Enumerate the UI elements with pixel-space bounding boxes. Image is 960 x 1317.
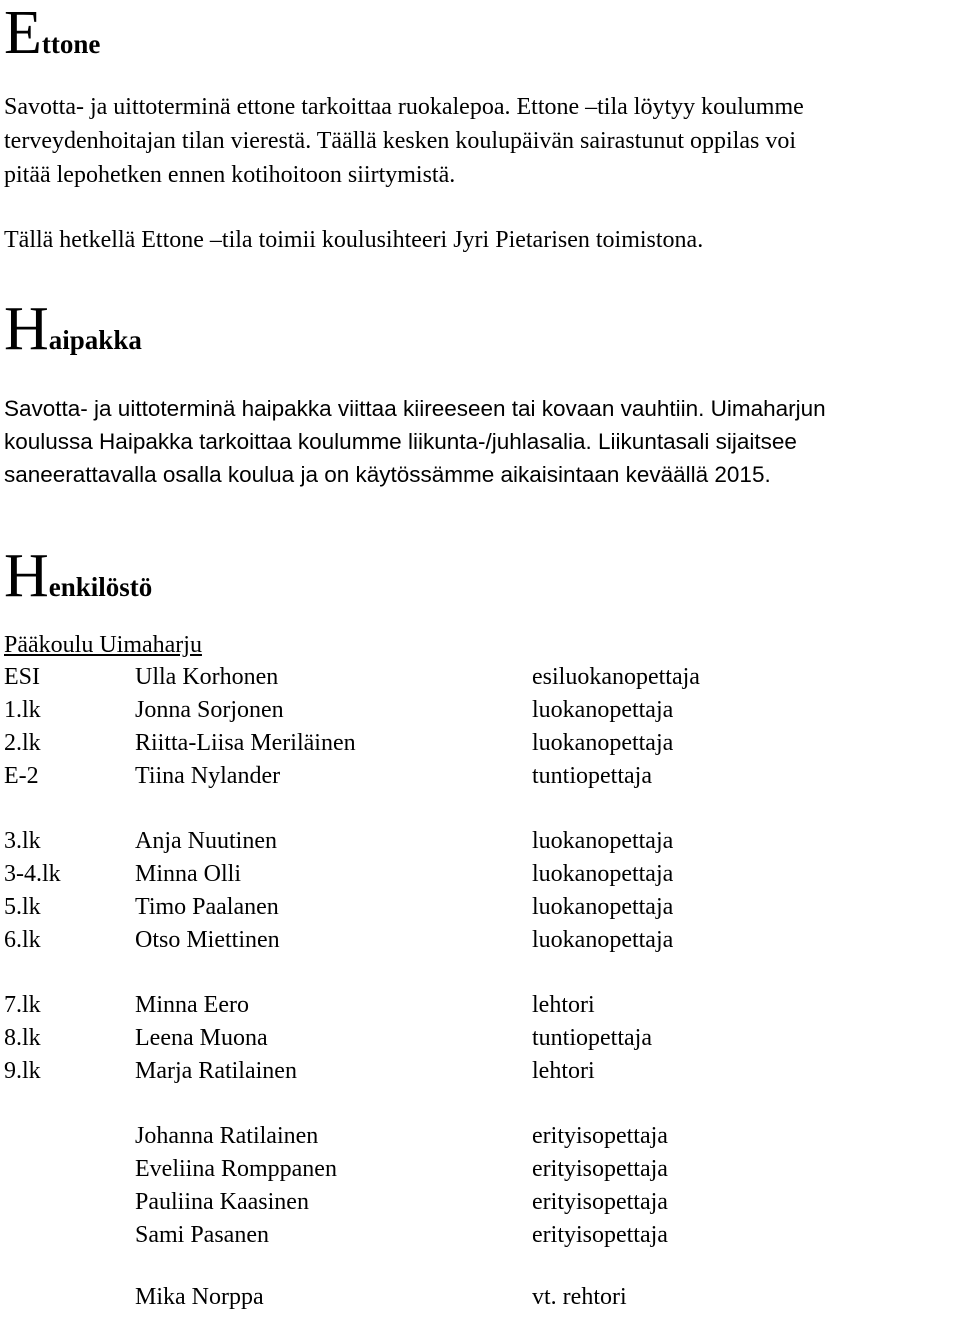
paragraph-line: pitää lepohetken ennen kotihoitoon siirtymistä. [4, 162, 456, 188]
staff-name: Mika Norppa [135, 1284, 264, 1310]
staff-name: Timo Paalanen [135, 894, 279, 920]
staff-name: Tiina Nylander [135, 763, 281, 789]
staff-class: 7.lk [4, 992, 41, 1018]
heading-rest: ttone [41, 29, 101, 59]
paragraph-line: terveydenhoitajan tilan vierestä. Täällä kesken koulupäivän sairastunut oppilas voi [4, 128, 796, 154]
staff-name: Pauliina Kaasinen [135, 1189, 309, 1215]
staff-row [4, 1284, 954, 1317]
staff-name: Riitta-Liisa Meriläinen [135, 730, 356, 756]
ettone-paragraph-2 [4, 223, 960, 257]
staff-row [4, 828, 954, 861]
staff-class: ESI [4, 664, 40, 690]
paragraph-line: Savotta- ja uittoterminä ettone tarkoittaa ruokalepoa. Ettone –tila löytyy koulumme [4, 94, 804, 120]
ettone-paragraph-1 [4, 90, 960, 192]
staff-row [4, 927, 954, 960]
section-heading-ettone [4, 0, 101, 67]
staff-name: Marja Ratilainen [135, 1058, 297, 1084]
staff-row [4, 1156, 954, 1189]
staff-role: erityisopettaja [532, 1156, 668, 1182]
staff-row [4, 1189, 954, 1222]
staff-row [4, 861, 954, 894]
staff-name: Minna Eero [135, 992, 249, 1018]
staff-class: 8.lk [4, 1025, 41, 1051]
haipakka-paragraph [4, 392, 960, 491]
heading-initial: H [4, 295, 49, 363]
staff-class: 5.lk [4, 894, 41, 920]
staff-name: Johanna Ratilainen [135, 1123, 319, 1149]
staff-class: 3-4.lk [4, 861, 61, 887]
staff-name: Leena Muona [135, 1025, 268, 1051]
heading-rest: aipakka [48, 325, 142, 355]
staff-role: luokanopettaja [532, 861, 674, 887]
staff-name: Minna Olli [135, 861, 241, 887]
staff-name: Ulla Korhonen [135, 664, 279, 690]
staff-class: 2.lk [4, 730, 41, 756]
staff-row [4, 1058, 954, 1091]
staff-role: vt. rehtori [532, 1284, 627, 1310]
staff-row [4, 992, 954, 1025]
staff-name: Eveliina Romppanen [135, 1156, 337, 1182]
staff-class: 6.lk [4, 927, 41, 953]
section-heading-haipakka [4, 295, 142, 363]
staff-role: luokanopettaja [532, 828, 674, 854]
staff-row [4, 1123, 954, 1156]
staff-name: Sami Pasanen [135, 1222, 269, 1248]
staff-role: tuntiopettaja [532, 1025, 652, 1051]
staff-role: tuntiopettaja [532, 763, 652, 789]
paragraph-line: koulussa Haipakka tarkoittaa koulumme liikunta-/juhlasalia. Liikuntasali sijaitsee [4, 429, 797, 454]
staff-role: lehtori [532, 1058, 595, 1084]
staff-row [4, 894, 954, 927]
staff-class: E-2 [4, 763, 39, 789]
staff-row [4, 1222, 954, 1255]
staff-name: Anja Nuutinen [135, 828, 277, 854]
staff-class: 1.lk [4, 697, 41, 723]
paragraph-line: saneerattavalla osalla koulua ja on käytössämme aikaisintaan keväällä 2015. [4, 462, 771, 487]
staff-role: erityisopettaja [532, 1123, 668, 1149]
heading-initial: E [4, 0, 42, 67]
staff-class: 3.lk [4, 828, 41, 854]
staff-class: 9.lk [4, 1058, 41, 1084]
staff-role: luokanopettaja [532, 894, 674, 920]
staff-role: luokanopettaja [532, 697, 674, 723]
staff-row [4, 1025, 954, 1058]
staff-row [4, 763, 954, 796]
staff-role: lehtori [532, 992, 595, 1018]
paragraph-line: Tällä hetkellä Ettone –tila toimii koulusihteeri Jyri Pietarisen toimistona. [4, 227, 704, 253]
staff-role: luokanopettaja [532, 927, 674, 953]
staff-role: luokanopettaja [532, 730, 674, 756]
staff-row [4, 664, 954, 697]
staff-role: erityisopettaja [532, 1222, 668, 1248]
heading-initial: H [4, 542, 49, 610]
staff-row [4, 697, 954, 730]
staff-name: Jonna Sorjonen [135, 697, 284, 723]
staff-name: Otso Miettinen [135, 927, 280, 953]
staff-role: esiluokanopettaja [532, 664, 700, 690]
section-heading-henkilosto [4, 542, 153, 610]
staff-subheading: Pääkoulu Uimaharju [4, 632, 202, 658]
heading-rest: enkilöstö [48, 572, 153, 602]
staff-row [4, 730, 954, 763]
staff-role: erityisopettaja [532, 1189, 668, 1215]
paragraph-line: Savotta- ja uittoterminä haipakka viittaa kiireeseen tai kovaan vauhtiin. Uimaharjun [4, 396, 826, 421]
